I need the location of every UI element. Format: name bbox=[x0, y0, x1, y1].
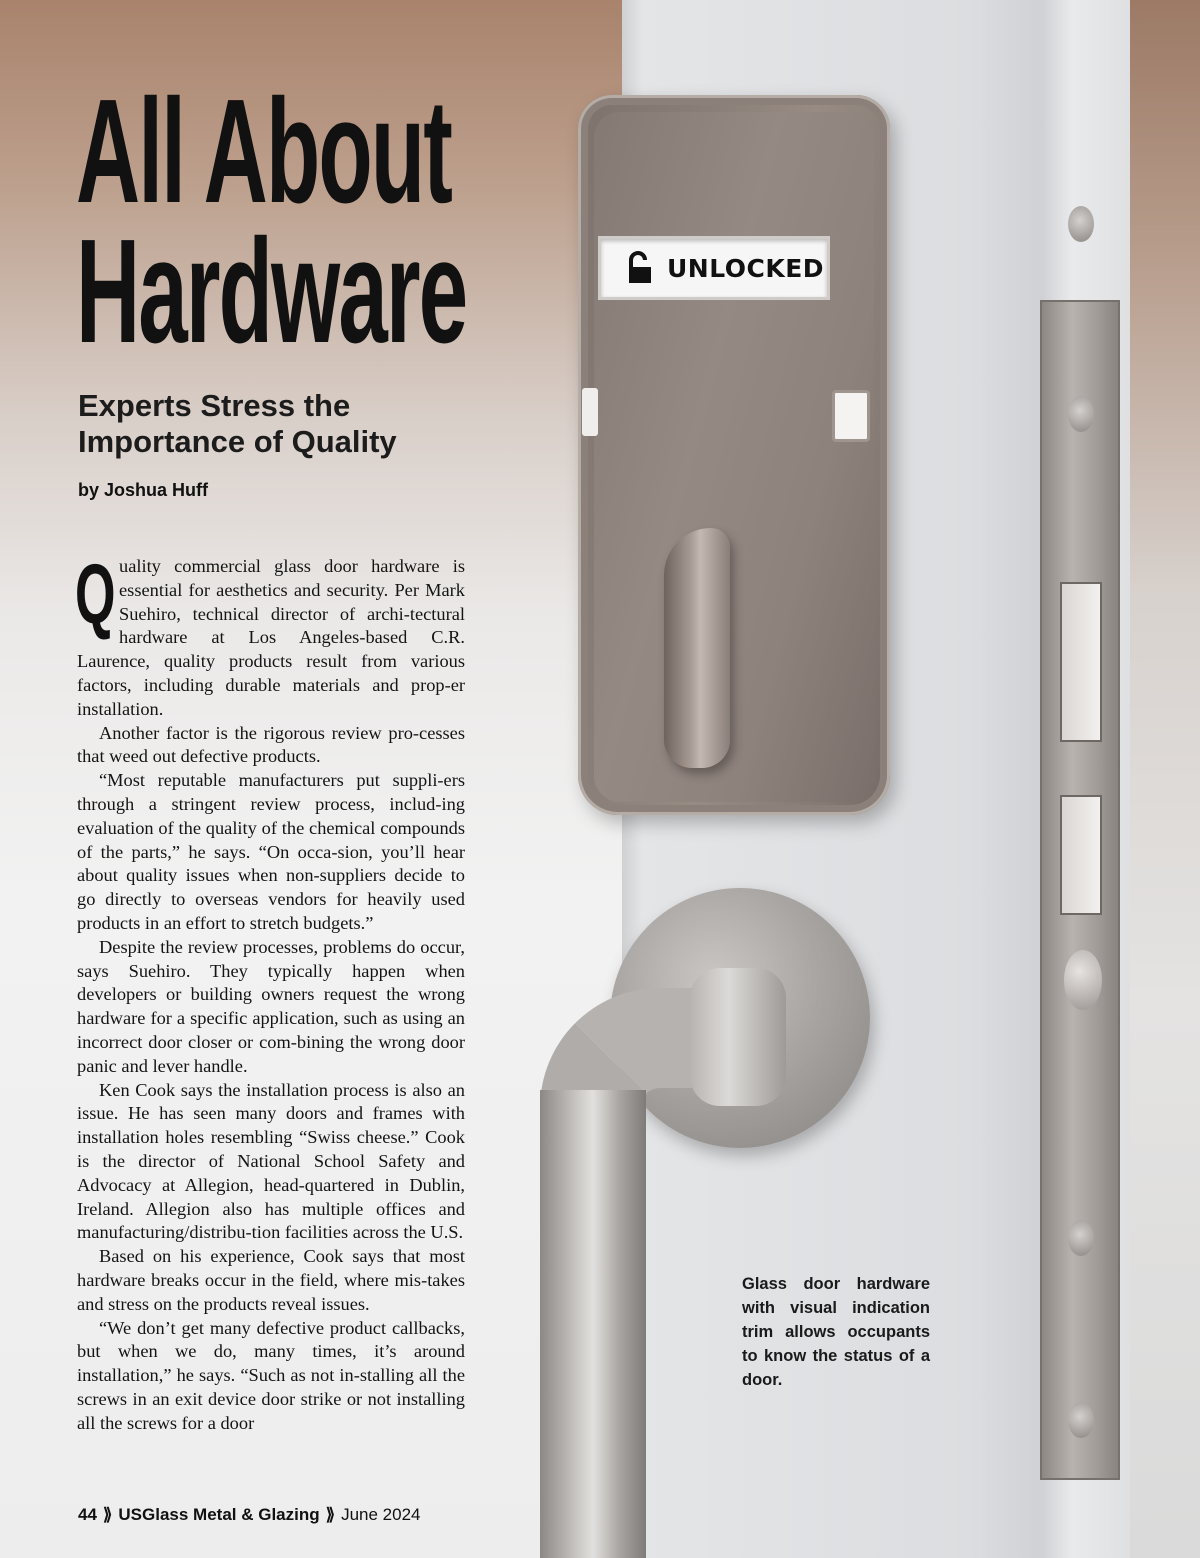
issue-date: June 2024 bbox=[341, 1505, 421, 1524]
escutcheon-slot-left bbox=[582, 388, 598, 436]
paragraph: Ken Cook says the installation process is also an issue. He has seen many doors and frames with installation holes resembling “Swiss cheese.” Cook is the director of National School Safety and Advocacy at Allegion, head-quartered in Dublin, Ireland. Allegion also has multiple offices and manufacturing/distribu-tion facilities across the U.S. bbox=[77, 1079, 465, 1243]
headline-line-1: All About bbox=[76, 69, 452, 234]
publication-name: USGlass Metal & Glazing bbox=[118, 1505, 320, 1524]
paragraph: Another factor is the rigorous review pro-cesses that weed out defective products. bbox=[77, 722, 465, 767]
thumb-turn bbox=[664, 528, 730, 768]
screw-icon bbox=[1068, 1220, 1094, 1256]
drop-cap: Q bbox=[75, 547, 116, 641]
paragraph: “We don’t get many defective product callbacks, but when we do, many times, it’s around installation,” he says. “Such as not in-stalling all the screws in an exit device door strike or not installing all the screws for a door bbox=[77, 1317, 465, 1433]
screw-icon bbox=[1068, 1402, 1094, 1438]
latch-bolt bbox=[1060, 582, 1102, 742]
subtitle-line-2: Importance of Quality bbox=[78, 424, 397, 459]
article-headline bbox=[76, 69, 467, 374]
photo-caption: Glass door hardware with visual indication trim allows occupants to know the status of a door. bbox=[742, 1275, 930, 1389]
paragraph: Despite the review processes, problems do occur, says Suehiro. They typically happen when developers or building owners request the wrong hardware for a specific application, such as using an incorrect door closer or com-bining the wrong door panic and lever handle. bbox=[77, 936, 465, 1076]
background-wall bbox=[1130, 0, 1200, 1558]
paragraph: Based on his experience, Cook says that most hardware breaks occur in the field, where mis-takes and stress on the products reveal issues. bbox=[77, 1246, 465, 1314]
paragraph: “Most reputable manufacturers put suppli-ers through a stringent review process, includ-ing evaluation of the quality of the chemical compounds of the parts,” he says. “On occa-sion, you’ll hear about quality issues when non-suppliers decide to go directly to overseas vendors for heavily used products in an effort to stretch budgets.” bbox=[77, 770, 465, 933]
footer-separator: ⟫ bbox=[325, 1505, 336, 1524]
subtitle-line-1: Experts Stress the bbox=[78, 388, 351, 423]
headline-line-2: Hardware bbox=[76, 209, 467, 374]
paragraph-text: uality commercial glass door hardware is essential for aesthetics and security. Per Mark Suehiro, technical director of archi-tectural hardware at Los Angeles-based C.R. Laurence, quality products result from various factors, including durable materials and prop-er installation. bbox=[77, 556, 465, 719]
lever-collar bbox=[690, 968, 786, 1106]
status-indicator-window bbox=[598, 236, 830, 300]
open-padlock-icon bbox=[627, 251, 653, 285]
article-subtitle bbox=[78, 388, 578, 460]
lock-escutcheon-face bbox=[594, 112, 874, 802]
byline: by Joshua Huff bbox=[78, 480, 209, 500]
escutcheon-slot-right bbox=[832, 390, 870, 442]
footer-separator: ⟫ bbox=[102, 1505, 113, 1524]
screw-icon bbox=[1068, 206, 1094, 242]
paragraph bbox=[75, 547, 465, 722]
screw-icon bbox=[1068, 396, 1094, 432]
indicator-label: UNLOCKED bbox=[667, 253, 825, 283]
page-number: 44 bbox=[78, 1505, 97, 1524]
deadbolt bbox=[1060, 795, 1102, 915]
page-footer bbox=[78, 1505, 421, 1525]
article-body bbox=[75, 547, 465, 1435]
lever-handle bbox=[540, 1090, 646, 1558]
auxiliary-latch bbox=[1064, 950, 1102, 1010]
